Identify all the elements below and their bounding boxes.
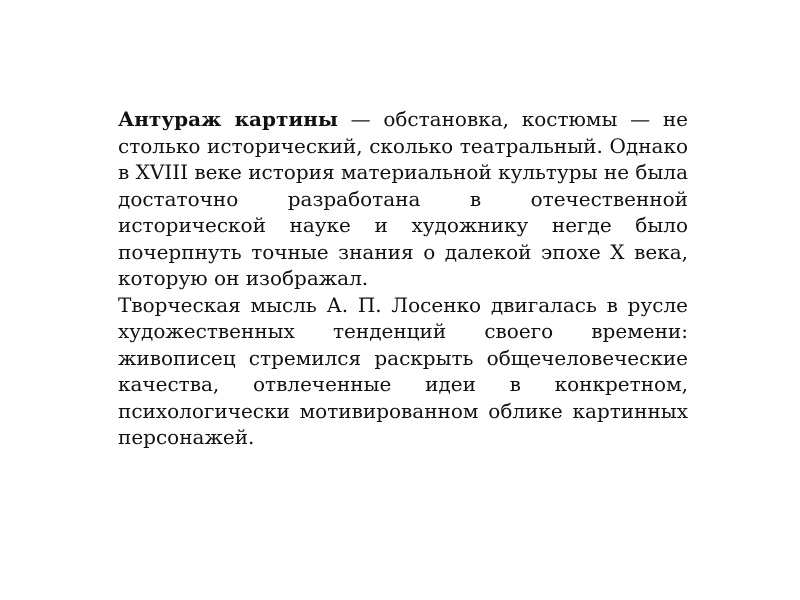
paragraph-antourage xyxy=(118,106,688,292)
slide-text-block xyxy=(118,106,688,451)
paragraph-antourage-text: — обстановка, костюмы — не столько исторический, сколько театральный. Однако в XVIII веке история материальной культуры не была достаточно разработана в отечественной исторической науке и художнику негде было почерпнуть точные знания о далекой эпохе X века, которую он изображал. xyxy=(118,107,688,290)
paragraph-losenko-text: Творческая мысль А. П. Лосенко двигалась в русле художественных тенденций своего времени: живописец стремился раскрыть общечеловеческие качества, отвлеченные идеи в конкретном, психологически мотивированном облике картинных персонажей. xyxy=(118,292,688,449)
paragraph-losenko xyxy=(118,292,688,451)
term-antourage: Антураж картины xyxy=(118,107,338,131)
